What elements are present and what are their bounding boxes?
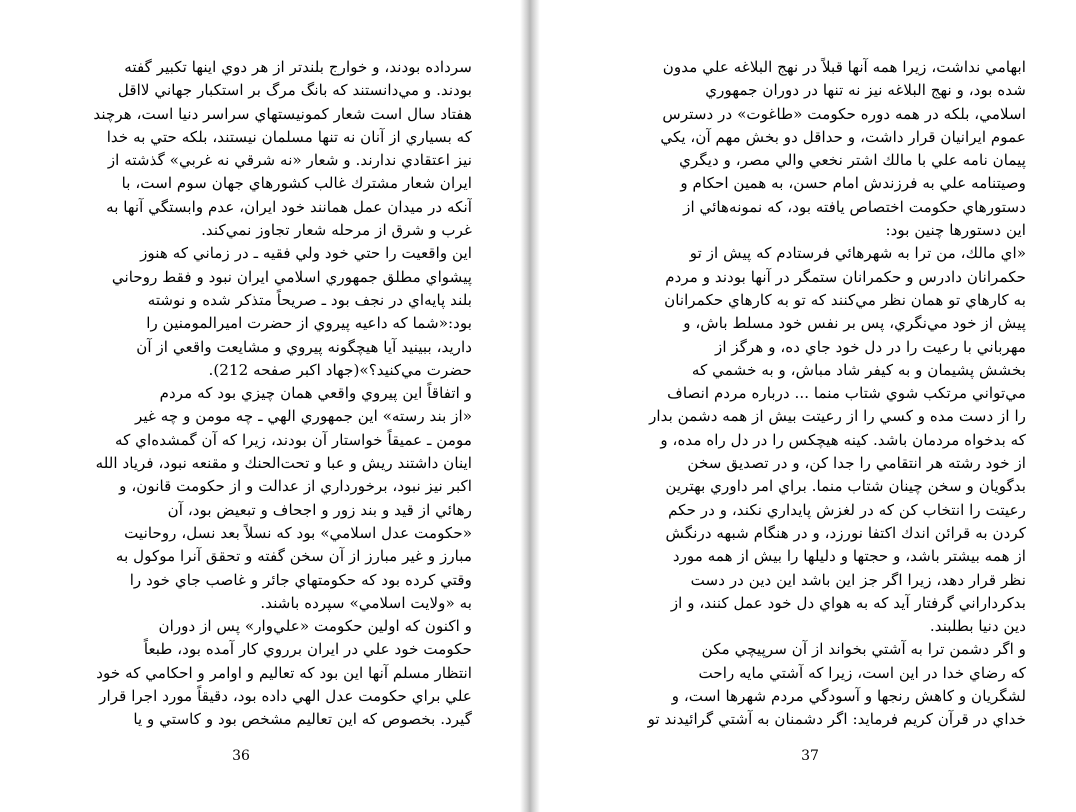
text-line: كه بسياري از آنان نه تنها مسلمان نيستند، بلكه حتي به خدا [106, 127, 472, 146]
text-line: حضرت مي‌كنيد؟»(جهاد اكبر صفحه 212). [208, 360, 472, 379]
text-line: آنكه در ميدان عمل همانند خود ايران، عدم وابستگي آنها به [106, 197, 472, 216]
text-line: به كارهاي تو همان نظر مي‌كنند كه تو به كارهاي حكمرانان [664, 290, 1026, 309]
text-line: اين واقعيت را حتي خود ولي فقيه ـ در زماني كه هنوز [140, 244, 472, 263]
text-line: «از بند رسته» اين جمهوري الهي ـ چه مومن و چه غير [135, 407, 472, 426]
right-page [540, 0, 1076, 812]
book-gutter [520, 0, 540, 812]
right-page-number: 37 [801, 748, 819, 764]
text-line: مهرباني با رعيت را در دل خود جاي ده، و هرگز از [715, 337, 1026, 356]
text-line: گيرد. بخصوص كه اين تعاليم مشخص بود و كاستي و يا [133, 710, 472, 729]
text-line: و اتفاقاً اين پيروي واقعي همان چيزي بود كه مردم [159, 384, 472, 403]
text-line: داريد، ببينيد آيا هيچگونه پيروي و مشايعت واقعي از آن [136, 337, 472, 356]
text-line: مومن ـ عميقاً خواستار آن بودند، زيرا كه آن گمشده‌اي كه [114, 430, 472, 449]
text-line: بود:«شما كه داعيه پيروي از حضرت اميرالمومنين را [146, 314, 472, 333]
text-line: بودند. و مي‌دانستند كه بانگ مرگ بر استكبار جهاني لااقل [117, 81, 472, 100]
text-line: بدگويان و سخن چينان شتاب منما. براي امر داوري بهترين [665, 477, 1026, 496]
text-line: بدكرداراني گرفتار آيد كه به هواي دل خود عمل كنند، و از [670, 593, 1026, 612]
text-line: «حكومت عدل اسلامي» بود كه نسلاً بعد نسل، روحانيت [124, 523, 472, 542]
text-line: نظر قرار دهد، زيرا اگر جز اين باشد اين دين در دست [690, 570, 1026, 589]
text-line: وقتي كرده بود كه حكومتهاي جائر و غاصب جاي خود را [129, 570, 472, 589]
text-line: حكمرانان دادرس و حكمرانان ستمگر در آنها بودند و مردم [665, 267, 1026, 286]
text-line: به «ولايت اسلامي» سپرده باشند. [260, 593, 472, 612]
text-line: ايران شعار مشترك غالب كشورهاي جهان سوم است، با [121, 174, 472, 193]
text-line: نيز اعتقادي ندارند. و شعار «نه شرقي نه غربي» گذشته از [107, 151, 472, 170]
text-line: بخشش پشيمان و به كيفر شاد مباش، و به خشمي كه [691, 360, 1026, 379]
text-line: وصيتنامه علي به فرزندش امام حسن، به همين احكام و [680, 174, 1026, 193]
text-line: رعيتت را انتخاب كن كه در لغزش پايداري نكند، و در حكم [668, 500, 1026, 519]
right-page-text [640, 56, 1026, 732]
text-line: «اي مالك، من ترا به شهرهائي فرستادم كه پيش از تو [689, 244, 1026, 263]
text-line: پيش از خود مي‌نگري، پس بر نفس خود مسلط باش، و [683, 314, 1026, 333]
text-line: و اگر دشمن ترا به آشتي بخواند از آن سرپيچي مكن [701, 640, 1026, 659]
text-line: از خود رشته هر انتقامي را جدا كن، و در تصديق سخن [687, 454, 1026, 473]
text-line: پيمان نامه علي با مالك اشتر نخعي والي مصر، و ديگري [679, 151, 1026, 170]
text-line: انتظار مسلم آنها اين بود كه تعاليم و اوامر و احكامي كه خود [96, 663, 472, 682]
text-line: اينان داشتند ريش و عبا و تحت‌الحنك و مقنعه نبود، فرياد الله [95, 454, 472, 473]
text-line: از همه بيشتر باشد، و حجتها و دليلها را بيش از همه مورد [672, 547, 1026, 566]
text-line: را از دست مده و كسي را از رعيتت بيش از همه دشمن بدار [649, 407, 1026, 426]
left-page [0, 0, 520, 812]
text-line: مبارز و غير مبارز از آن سخن گفته و تحقق آنرا موكول به [115, 547, 472, 566]
text-line: شده بود، و نهج البلاغه نيز نه تنها در دوران جمهوري [705, 81, 1026, 100]
text-line: دين دنيا بطلبند. [929, 617, 1026, 636]
left-page-number: 36 [232, 748, 250, 764]
text-line: حكومت خود علي در ايران برروي كار آمده بود، طبعاً [143, 640, 472, 659]
text-line: كه رضاي خدا در اين است، زيرا كه آشتي مايه راحت [698, 663, 1026, 682]
text-line: مي‌تواني مرتكب شوي شتاب منما ... درباره مردم انصاف [667, 384, 1026, 403]
text-line: خداي در قرآن كريم فرمايد: اگر دشمنان به آشتي گرائيدند تو [647, 710, 1026, 729]
text-line: ابهامي نداشت، زيرا همه آنها قبلاً در نهج البلاغه علي مدون [662, 58, 1026, 76]
text-line: پيشواي مطلق جمهوري اسلامي ايران نبود و فقط روحاني [111, 267, 472, 286]
text-line: علي براي حكومت عدل الهي داده بود، دقيقاً مورد اجرا قرار [99, 687, 472, 706]
text-line: رهائي از قيد و بند زور و اجحاف و تبعيض بود، آن [167, 500, 472, 519]
text-line: دستورهاي حكومت اختصاص يافته بود، كه نمونه‌هائي از [683, 197, 1026, 216]
text-line: و اكنون كه اولين حكومت «علي‌وار» پس از دوران [158, 617, 472, 636]
text-line: لشگريان و كاهش رنجها و آسودگي مردم شهرها است، و [671, 687, 1026, 706]
text-line: كردن به قرائن اندك اكتفا نورزد، و در هنگام شبهه درنگش [665, 523, 1026, 542]
text-line: بلند پايه‌اي در نجف بود ـ صريحاً متذكر شده و نوشته [147, 290, 472, 309]
text-line: كه بدخواه مردمان باشد. كينه هيچكس را در دل راه مده، و [660, 430, 1026, 449]
text-line: اسلامي، بلكه در همه دوره حكومت «طاغوت» در دسترس [662, 104, 1026, 123]
text-line: اكبر نيز نبود، برخورداري از عدالت و از حكومت قانون، و [119, 477, 472, 496]
text-line: هفتاد سال است شعار كمونيستهاي سراسر دنيا است، هرچند [93, 104, 472, 123]
text-line: سرداده بودند، و خوارج بلندتر از هر دوي اينها تكبير گفته [124, 58, 472, 76]
left-page-text [48, 56, 472, 732]
text-line: غرب و شرق از مرحله شعار تجاوز نمي‌كند. [201, 221, 472, 240]
text-line: عموم ايرانيان قرار داشت، و حداقل دو بخش مهم آن، يكي [660, 127, 1026, 146]
text-line: اين دستورها چنين بود: [885, 221, 1026, 240]
